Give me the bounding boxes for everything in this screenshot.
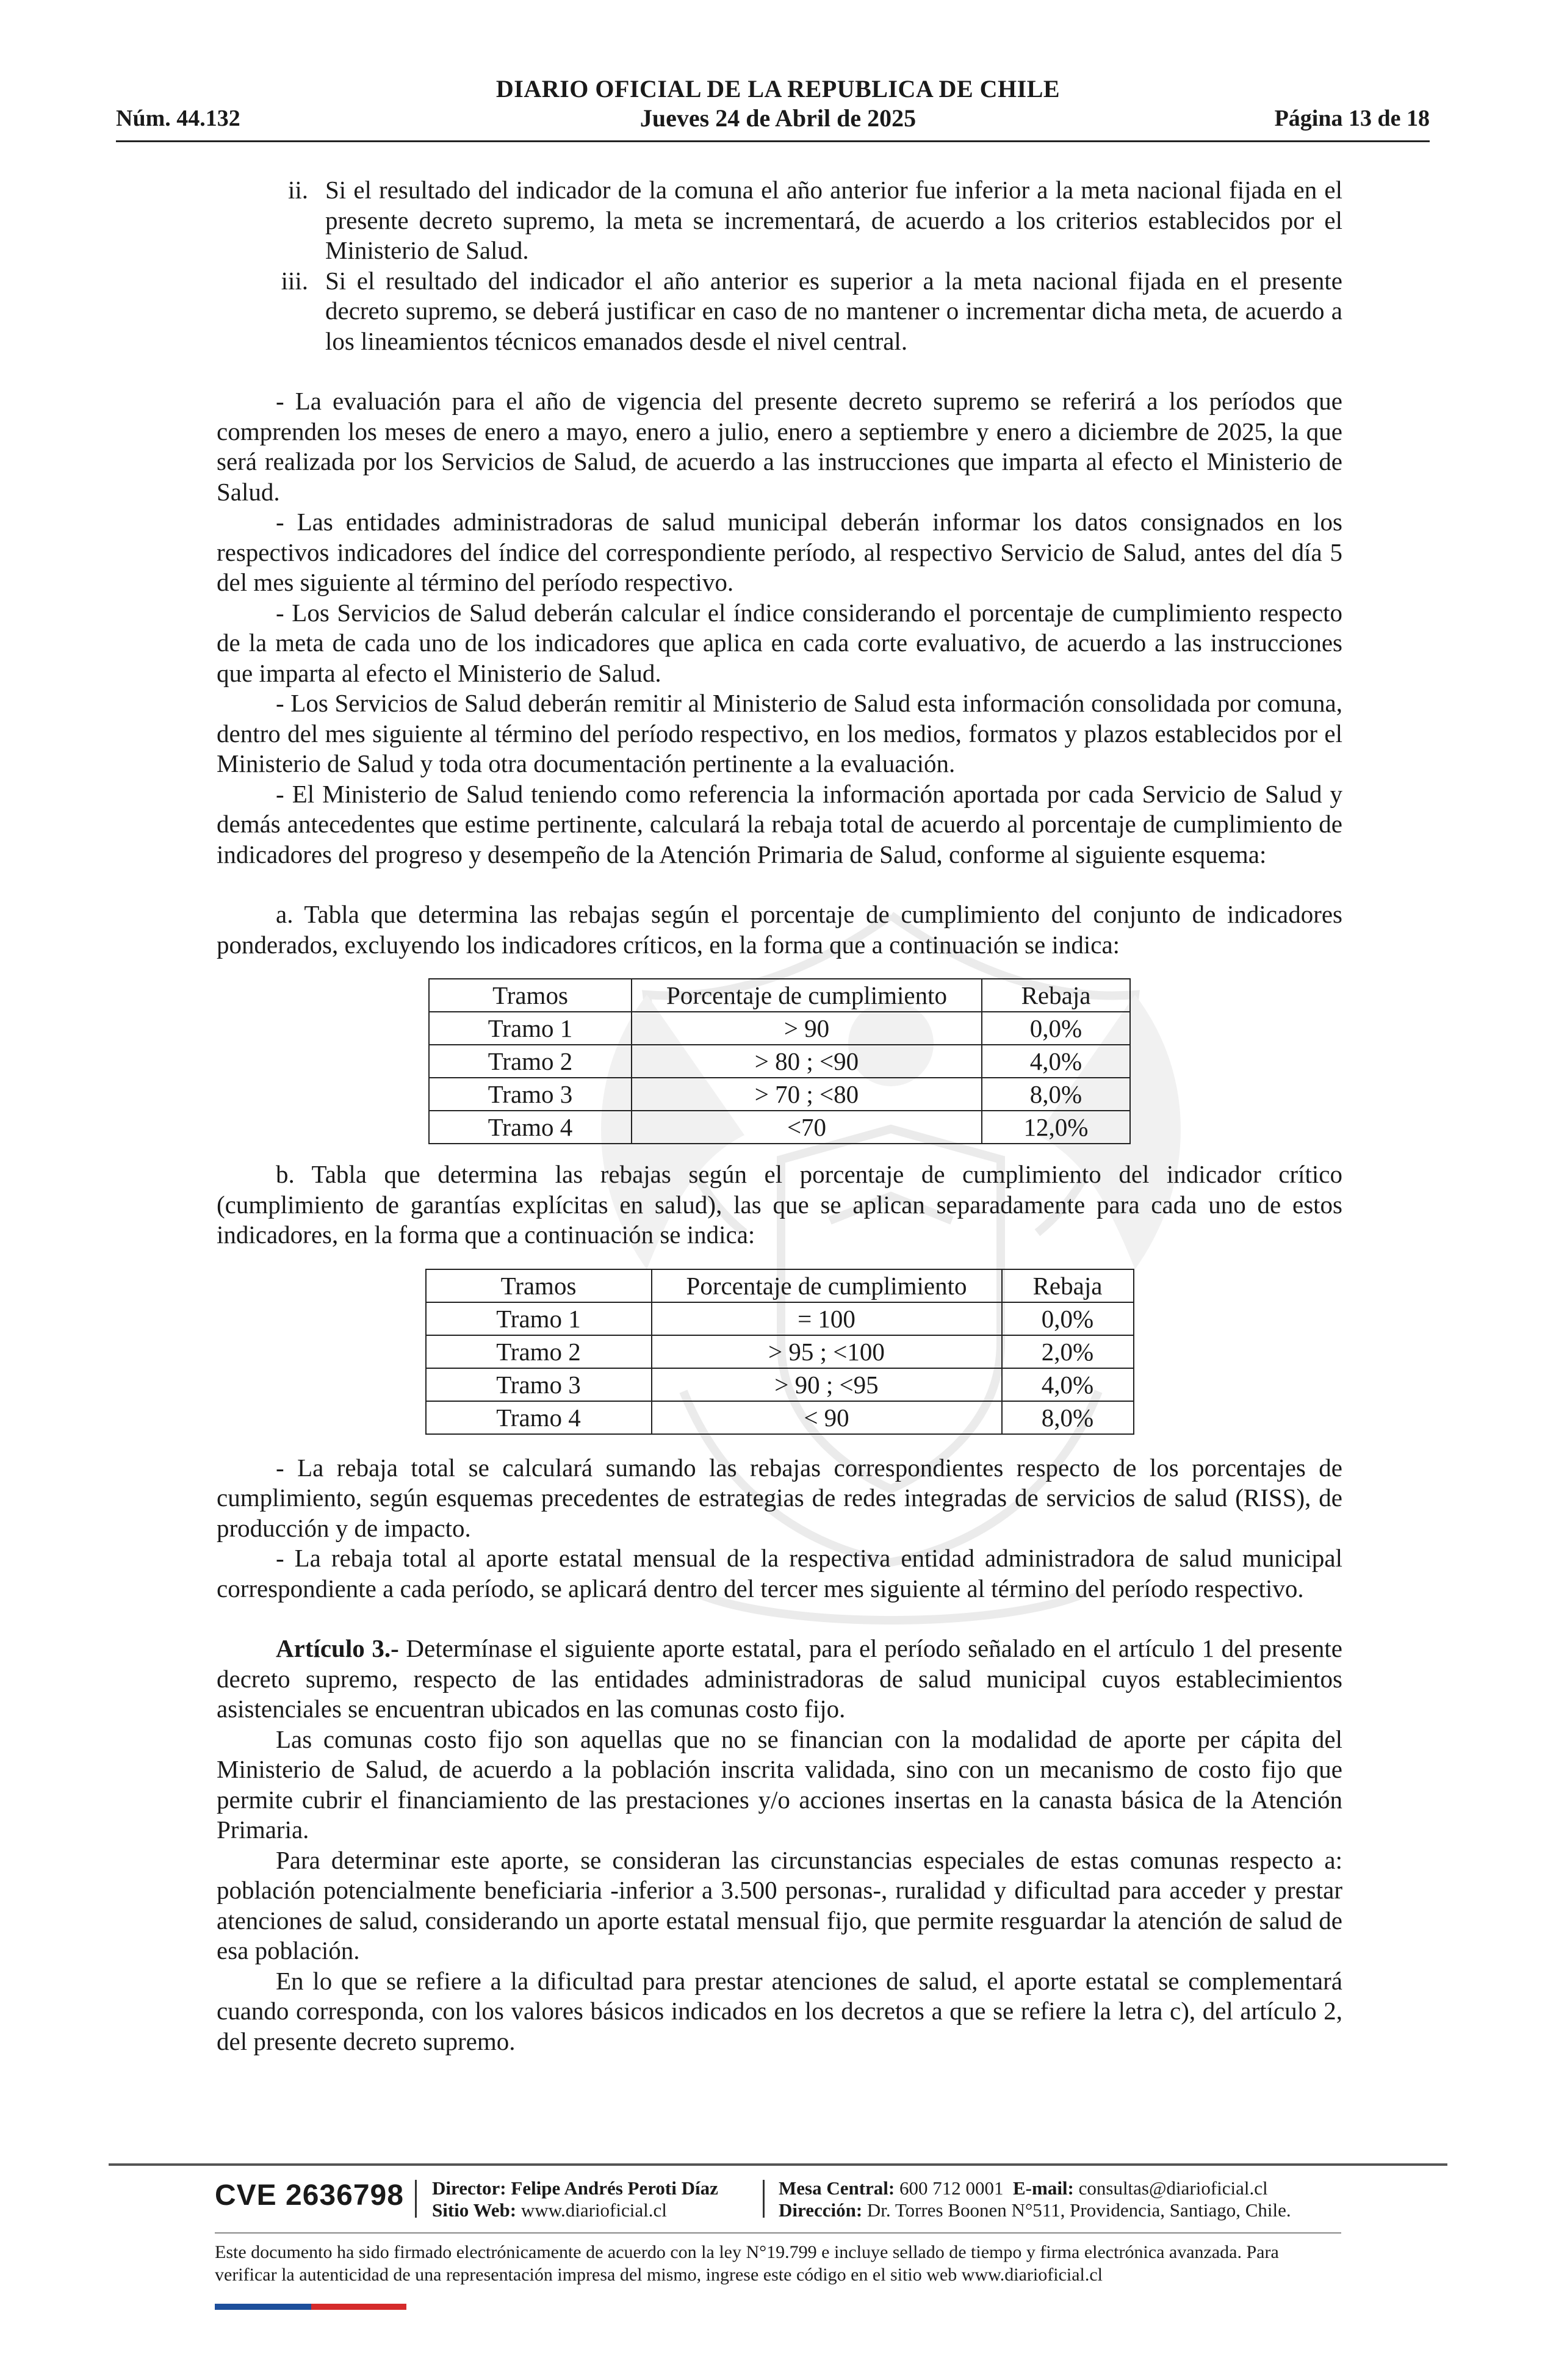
list-item-number: iii. xyxy=(281,266,308,295)
table-header-row xyxy=(429,979,1130,1012)
table-b xyxy=(425,1269,1134,1435)
director-name: Felipe Andrés Peroti Díaz xyxy=(511,2177,718,2199)
table-cell: Tramo 1 xyxy=(426,1302,652,1335)
table-row xyxy=(429,1012,1130,1045)
paragraph: - La rebaja total se calculará sumando las rebajas correspondientes respecto de los porcentajes de cumplimiento, según esquemas precedentes de estrategias de redes integradas de servicios de salud (RISS), de producción y de impacto. xyxy=(217,1453,1342,1542)
cve-code: CVE 2636798 xyxy=(215,2179,404,2212)
table-header-row xyxy=(426,1269,1134,1302)
table-header-cell: Rebaja xyxy=(1002,1269,1134,1302)
footer-divider-thin xyxy=(215,2232,1341,2234)
paragraph: - La evaluación para el año de vigencia del presente decreto supremo se referirá a los períodos que comprenden los meses de enero a mayo, enero a julio, enero a septiembre y enero a diciembre de 2025, la que será realizada por los Servicios de Salud, de acuerdo a las instrucciones que imparta al efecto el Ministerio de Salud. xyxy=(217,387,1342,506)
table-cell: Tramo 2 xyxy=(426,1335,652,1368)
table-cell: 0,0% xyxy=(982,1012,1130,1045)
page-number: Página 13 de 18 xyxy=(1274,106,1430,131)
table-cell: 4,0% xyxy=(1002,1368,1134,1401)
article-3-text: Determínase el siguiente aporte estatal, para el período señalado en el artículo 1 del presente decreto supremo, respecto de las entidades administradoras de salud municipal cuyos establecimientos asistenciales se encuentran ubicados en las comunas costo fijo. xyxy=(217,1634,1342,1723)
email-link[interactable]: consultas@diarioficial.cl xyxy=(1078,2177,1268,2199)
table-a-intro: a. Tabla que determina las rebajas según el porcentaje de cumplimiento del conjunto de indicadores ponderados, excluyendo los indicadores críticos, en la forma que a continuación se indica: xyxy=(217,900,1342,959)
table-row xyxy=(429,1111,1130,1144)
list-item xyxy=(217,266,1342,357)
table-cell: > 70 ; <80 xyxy=(632,1078,982,1111)
header-divider xyxy=(116,140,1430,142)
table-cell: 8,0% xyxy=(982,1078,1130,1111)
table-a xyxy=(428,978,1131,1144)
table-header-cell: Porcentaje de cumplimiento xyxy=(632,979,982,1012)
paragraph: Las comunas costo fijo son aquellas que no se financian con la modalidad de aporte per cápita del Ministerio de Salud, de acuerdo a la población inscrita validada, sino con un mecanismo de costo fijo que permite cubrir el financiamiento de las prestaciones y/o acciones insertas en la canasta básica de la Atención Primaria. xyxy=(217,1725,1342,1844)
table-cell: 8,0% xyxy=(1002,1401,1134,1434)
director-label: Director: xyxy=(432,2177,506,2199)
web-label: Sitio Web: xyxy=(432,2199,517,2221)
table-row xyxy=(429,1078,1130,1111)
paragraph: - Los Servicios de Salud deberán calcular el índice considerando el porcentaje de cumplimiento respecto de la meta de cada uno de los indicadores que aplica en cada corte evaluativo, de acuerdo a las instrucciones que imparta al efecto el Ministerio de Salud. xyxy=(217,598,1342,687)
list-item-number: ii. xyxy=(287,176,308,204)
table-cell: > 90 xyxy=(632,1012,982,1045)
article-3-heading: Artículo 3.- xyxy=(276,1634,399,1662)
address-label: Dirección: xyxy=(779,2199,863,2221)
issue-number: Núm. 44.132 xyxy=(116,106,240,131)
spacer xyxy=(217,356,1342,386)
table-cell: 4,0% xyxy=(982,1045,1130,1078)
table-cell: < 90 xyxy=(652,1401,1002,1434)
list-item-text: Si el resultado del indicador el año anterior es superior a la meta nacional fijada en el presente decreto supremo, se deberá justificar en caso de no mantener o incrementar dicha meta, de acuerdo a los lineamientos técnicos emanados desde el nivel central. xyxy=(325,266,1342,355)
table-header-cell: Rebaja xyxy=(982,979,1130,1012)
table-row xyxy=(429,1045,1130,1078)
table-cell: Tramo 4 xyxy=(426,1401,652,1434)
address-text: Dr. Torres Boonen N°511, Providencia, Santiago, Chile. xyxy=(866,2199,1291,2221)
paragraph: Para determinar este aporte, se consideran las circunstancias especiales de estas comunas respecto a: población potencialmente beneficiaria -inferior a 3.500 personas-, ruralidad y dificultad para acceder y prestar atenciones de salud, considerando un aporte estatal mensual fijo, que permite resguardar la atención de salud de esa población. xyxy=(217,1845,1342,1964)
table-cell: > 80 ; <90 xyxy=(632,1045,982,1078)
table-cell: Tramo 1 xyxy=(429,1012,632,1045)
flag-stripe-blue xyxy=(215,2304,311,2310)
list-item-text: Si el resultado del indicador de la comuna el año anterior fue inferior a la meta nacional fijada en el presente decreto supremo, la meta se incrementará, de acuerdo a los criterios establecidos por el Ministerio de Salud. xyxy=(325,176,1342,264)
paragraph: - La rebaja total al aporte estatal mensual de la respectiva entidad administradora de salud municipal correspondiente a cada período, se aplicará dentro del tercer mes siguiente al término del período respectivo. xyxy=(217,1544,1342,1603)
table-cell: Tramo 3 xyxy=(426,1368,652,1401)
table-cell: 0,0% xyxy=(1002,1302,1134,1335)
document-body xyxy=(217,175,1342,2057)
paragraph: - Los Servicios de Salud deberán remitir al Ministerio de Salud esta información consolidada por comuna, dentro del mes siguiente al término del período respectivo, en los medios, formatos y plazos establecidos por el Ministerio de Salud y toda otra documentación pertinente a la evaluación. xyxy=(217,689,1342,777)
table-cell: Tramo 2 xyxy=(429,1045,632,1078)
newspaper-title: DIARIO OFICIAL DE LA REPUBLICA DE CHILE xyxy=(495,75,1061,103)
footer-director-block xyxy=(432,2177,718,2221)
table-row xyxy=(426,1302,1134,1335)
table-row xyxy=(426,1401,1134,1434)
mesa-phone: 600 712 0001 xyxy=(899,2177,1004,2199)
footer-contact-block xyxy=(779,2177,1291,2221)
issue-date: Jueves 24 de Abril de 2025 xyxy=(639,104,917,132)
footer-divider xyxy=(109,2163,1447,2166)
table-row xyxy=(426,1335,1134,1368)
table-header-cell: Tramos xyxy=(429,979,632,1012)
email-label: E-mail: xyxy=(1013,2177,1074,2199)
mesa-label: Mesa Central: xyxy=(779,2177,895,2199)
table-header-cell: Tramos xyxy=(426,1269,652,1302)
signature-note: Este documento ha sido firmado electrónicamente de acuerdo con la ley N°19.799 e incluye sellado de tiempo y firma electrónica avanzada. Para verificar la autenticidad de una representación impresa del mismo, ingrese este código en el sitio web www.diarioficial.cl xyxy=(215,2242,1279,2285)
web-link[interactable]: www.diarioficial.cl xyxy=(520,2199,667,2221)
table-header-cell: Porcentaje de cumplimiento xyxy=(652,1269,1002,1302)
table-cell: > 90 ; <95 xyxy=(652,1368,1002,1401)
table-b-intro: b. Tabla que determina las rebajas según el porcentaje de cumplimiento del indicador crítico (cumplimiento de garantías explícitas en salud), las que se aplican separadamente para cada uno de estos indicadores, en la forma que a continuación se indica: xyxy=(217,1160,1342,1249)
table-cell: Tramo 4 xyxy=(429,1111,632,1144)
paragraph: - Las entidades administradoras de salud municipal deberán informar los datos consignados en los respectivos indicadores del índice del correspondiente período, al respectivo Servicio de Salud, antes del día 5 del mes siguiente al término del período respectivo. xyxy=(217,508,1342,596)
footer-separator xyxy=(763,2180,765,2218)
spacer xyxy=(217,870,1342,900)
list-item xyxy=(217,175,1342,266)
paragraph: En lo que se refiere a la dificultad para prestar atenciones de salud, el aporte estatal se complementará cuando corresponda, con los valores básicos indicados en los decretos a que se refiere la letra c), del artículo 2, del presente decreto supremo. xyxy=(217,1966,1342,2055)
table-row xyxy=(426,1368,1134,1401)
table-cell: 2,0% xyxy=(1002,1335,1134,1368)
article-3-paragraph xyxy=(217,1634,1342,1725)
table-cell: 12,0% xyxy=(982,1111,1130,1144)
table-cell: Tramo 3 xyxy=(429,1078,632,1111)
table-cell: = 100 xyxy=(652,1302,1002,1335)
flag-stripe-red xyxy=(311,2304,406,2310)
footer-separator xyxy=(415,2180,417,2218)
table-cell: > 95 ; <100 xyxy=(652,1335,1002,1368)
spacer xyxy=(217,1604,1342,1634)
paragraph: - El Ministerio de Salud teniendo como referencia la información aportada por cada Servicio de Salud y demás antecedentes que estime pertinente, calculará la rebaja total de acuerdo al porcentaje de cumplimiento de indicadores del progreso y desempeño de la Atención Primaria de Salud, conforme al siguiente esquema: xyxy=(217,779,1342,868)
table-cell: <70 xyxy=(632,1111,982,1144)
